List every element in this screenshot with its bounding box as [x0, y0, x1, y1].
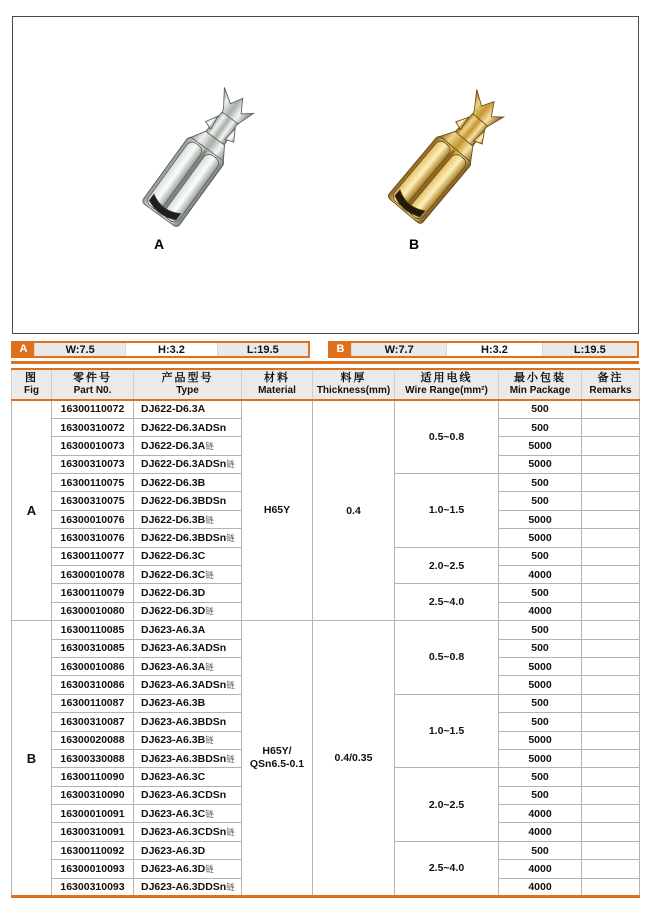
part-number-cell: 16300110075 [52, 474, 134, 492]
remarks-cell [582, 566, 640, 584]
dimension-a-height: H:3.2 [125, 343, 216, 356]
chain-suffix: 链 [226, 680, 235, 691]
table-row [12, 400, 640, 418]
part-number-cell: 16300110092 [52, 841, 134, 859]
thickness-cell: 0.4 [313, 400, 395, 621]
header-type: 产品型号 Type [134, 369, 242, 400]
material-cell: H65Y/ QSn6.5-0.1 [242, 621, 313, 897]
type-cell: DJ623-A6.3A [134, 621, 242, 639]
remarks-cell [582, 823, 640, 841]
min-package-cell: 5000 [499, 731, 582, 749]
remarks-cell [582, 418, 640, 436]
type-cell: DJ623-A6.3DDSn链 [134, 878, 242, 896]
chain-suffix: 链 [205, 661, 214, 672]
min-package-cell: 500 [499, 621, 582, 639]
type-cell: DJ622-D6.3ADSn [134, 418, 242, 436]
type-cell: DJ622-D6.3B [134, 474, 242, 492]
type-cell: DJ623-A6.3B [134, 694, 242, 712]
product-photo-panel [12, 16, 639, 334]
min-package-cell: 500 [499, 547, 582, 565]
header-wire-range: 适用电线 Wire Range(mm²) [395, 369, 499, 400]
dimension-a-width: W:7.5 [34, 343, 125, 356]
chain-suffix: 链 [205, 440, 214, 451]
part-number-cell: 16300310087 [52, 713, 134, 731]
wire-range-cell: 2.0~2.5 [395, 768, 499, 842]
min-package-cell: 4000 [499, 566, 582, 584]
remarks-cell [582, 878, 640, 896]
wire-range-cell: 1.0~1.5 [395, 694, 499, 768]
dimension-b-width: W:7.7 [351, 343, 446, 356]
min-package-cell: 5000 [499, 510, 582, 528]
type-cell: DJ622-D6.3BDSn [134, 492, 242, 510]
part-number-cell: 16300330088 [52, 749, 134, 767]
part-number-cell: 16300310090 [52, 786, 134, 804]
wire-range-cell: 2.5~4.0 [395, 841, 499, 896]
type-cell: DJ622-D6.3C链 [134, 566, 242, 584]
material-cell: H65Y [242, 400, 313, 621]
min-package-cell: 5000 [499, 676, 582, 694]
dimension-a-length: L:19.5 [217, 343, 308, 356]
type-cell: DJ622-D6.3B链 [134, 510, 242, 528]
remarks-cell [582, 841, 640, 859]
min-package-cell: 4000 [499, 602, 582, 620]
type-cell: DJ623-A6.3A链 [134, 657, 242, 675]
terminal-a-image [118, 81, 273, 241]
wire-range-cell: 0.5~0.8 [395, 621, 499, 695]
remarks-cell [582, 492, 640, 510]
remarks-cell [582, 510, 640, 528]
remarks-cell [582, 676, 640, 694]
part-number-cell: 16300010091 [52, 805, 134, 823]
type-cell: DJ622-D6.3ADSn链 [134, 455, 242, 473]
min-package-cell: 5000 [499, 455, 582, 473]
part-number-cell: 16300010080 [52, 602, 134, 620]
part-number-cell: 16300310093 [52, 878, 134, 896]
chain-suffix: 链 [226, 459, 235, 470]
header-remarks: 备注 Remarks [582, 369, 640, 400]
terminal-b-image [363, 81, 523, 239]
type-cell: DJ623-A6.3CDSn [134, 786, 242, 804]
header-part-no: 零件号 Part N0. [52, 369, 134, 400]
type-cell: DJ622-D6.3D链 [134, 602, 242, 620]
type-cell: DJ623-A6.3B链 [134, 731, 242, 749]
min-package-cell: 500 [499, 841, 582, 859]
part-number-cell: 16300310091 [52, 823, 134, 841]
part-number-cell: 16300310075 [52, 492, 134, 510]
part-number-cell: 16300010076 [52, 510, 134, 528]
spec-table [11, 368, 640, 898]
type-cell: DJ622-D6.3A链 [134, 437, 242, 455]
type-cell: DJ623-A6.3D链 [134, 860, 242, 878]
remarks-cell [582, 731, 640, 749]
part-number-cell: 16300310073 [52, 455, 134, 473]
table-header-row [12, 369, 640, 400]
type-cell: DJ622-D6.3BDSn链 [134, 529, 242, 547]
fig-cell: A [12, 400, 52, 621]
remarks-cell [582, 400, 640, 418]
header-min-package: 最小包装 Min Package [499, 369, 582, 400]
remarks-cell [582, 786, 640, 804]
min-package-cell: 500 [499, 639, 582, 657]
type-cell: DJ623-A6.3D [134, 841, 242, 859]
part-number-cell: 16300110079 [52, 584, 134, 602]
part-number-cell: 16300310076 [52, 529, 134, 547]
min-package-cell: 500 [499, 418, 582, 436]
min-package-cell: 4000 [499, 805, 582, 823]
min-package-cell: 5000 [499, 657, 582, 675]
type-cell: DJ622-D6.3D [134, 584, 242, 602]
remarks-cell [582, 805, 640, 823]
type-cell: DJ622-D6.3C [134, 547, 242, 565]
part-number-cell: 16300110072 [52, 400, 134, 418]
remarks-cell [582, 713, 640, 731]
min-package-cell: 500 [499, 492, 582, 510]
part-number-cell: 16300110085 [52, 621, 134, 639]
min-package-cell: 500 [499, 713, 582, 731]
remarks-cell [582, 749, 640, 767]
dimension-bar-a-badge: A [13, 343, 34, 356]
min-package-cell: 500 [499, 694, 582, 712]
remarks-cell [582, 657, 640, 675]
dimension-bar-b-badge: B [330, 343, 351, 356]
part-number-cell: 16300010073 [52, 437, 134, 455]
dimension-b-length: L:19.5 [542, 343, 637, 356]
header-fig: 图 Fig [12, 369, 52, 400]
remarks-cell [582, 455, 640, 473]
min-package-cell: 4000 [499, 823, 582, 841]
figure-b-label: B [408, 236, 420, 252]
remarks-cell [582, 529, 640, 547]
chain-suffix: 链 [205, 735, 214, 746]
part-number-cell: 16300110087 [52, 694, 134, 712]
divider-rule [11, 361, 639, 364]
remarks-cell [582, 639, 640, 657]
type-cell: DJ623-A6.3ADSn [134, 639, 242, 657]
chain-suffix: 链 [226, 532, 235, 543]
part-number-cell: 16300310086 [52, 676, 134, 694]
thickness-cell: 0.4/0.35 [313, 621, 395, 897]
min-package-cell: 4000 [499, 878, 582, 896]
type-cell: DJ623-A6.3C链 [134, 805, 242, 823]
type-cell: DJ623-A6.3CDSn链 [134, 823, 242, 841]
wire-range-cell: 1.0~1.5 [395, 474, 499, 548]
type-cell: DJ623-A6.3C [134, 768, 242, 786]
type-cell: DJ623-A6.3BDSn链 [134, 749, 242, 767]
wire-range-cell: 2.5~4.0 [395, 584, 499, 621]
table-row [12, 621, 640, 639]
part-number-cell: 16300310085 [52, 639, 134, 657]
min-package-cell: 4000 [499, 860, 582, 878]
remarks-cell [582, 860, 640, 878]
remarks-cell [582, 474, 640, 492]
chain-suffix: 链 [205, 514, 214, 525]
min-package-cell: 500 [499, 786, 582, 804]
chain-suffix: 链 [205, 808, 214, 819]
part-number-cell: 16300010093 [52, 860, 134, 878]
min-package-cell: 5000 [499, 437, 582, 455]
min-package-cell: 5000 [499, 529, 582, 547]
dimension-bar-b [328, 341, 639, 358]
chain-suffix: 链 [205, 863, 214, 874]
spec-table-wrap [11, 368, 639, 898]
chain-suffix: 链 [205, 606, 214, 617]
wire-range-cell: 2.0~2.5 [395, 547, 499, 584]
type-cell: DJ623-A6.3ADSn链 [134, 676, 242, 694]
fig-cell: B [12, 621, 52, 897]
min-package-cell: 500 [499, 400, 582, 418]
min-package-cell: 500 [499, 474, 582, 492]
chain-suffix: 链 [226, 753, 235, 764]
dimension-b-height: H:3.2 [446, 343, 541, 356]
part-number-cell: 16300310072 [52, 418, 134, 436]
type-cell: DJ623-A6.3BDSn [134, 713, 242, 731]
part-number-cell: 16300020088 [52, 731, 134, 749]
part-number-cell: 16300010086 [52, 657, 134, 675]
part-number-cell: 16300110090 [52, 768, 134, 786]
wire-range-cell: 0.5~0.8 [395, 400, 499, 474]
remarks-cell [582, 584, 640, 602]
remarks-cell [582, 621, 640, 639]
remarks-cell [582, 694, 640, 712]
figure-a-label: A [153, 236, 165, 252]
remarks-cell [582, 768, 640, 786]
min-package-cell: 500 [499, 584, 582, 602]
type-cell: DJ622-D6.3A [134, 400, 242, 418]
min-package-cell: 500 [499, 768, 582, 786]
dimension-bar-a [11, 341, 310, 358]
remarks-cell [582, 602, 640, 620]
chain-suffix: 链 [226, 881, 235, 892]
chain-suffix: 链 [205, 569, 214, 580]
header-material: 材料 Material [242, 369, 313, 400]
chain-suffix: 链 [226, 827, 235, 838]
header-thickness: 料厚 Thickness(mm) [313, 369, 395, 400]
min-package-cell: 5000 [499, 749, 582, 767]
part-number-cell: 16300110077 [52, 547, 134, 565]
remarks-cell [582, 547, 640, 565]
remarks-cell [582, 437, 640, 455]
part-number-cell: 16300010078 [52, 566, 134, 584]
